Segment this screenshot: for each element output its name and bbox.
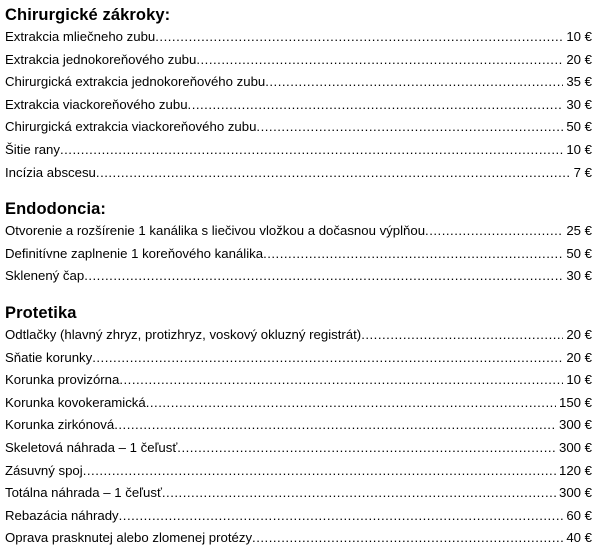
- procedure-price: 120 €: [558, 462, 592, 478]
- price-row: [5, 26, 592, 49]
- procedure-label: Odtlačky (hlavný zhryz, protizhryz, voskový okluzný registrát): [5, 326, 362, 342]
- procedure-price: 300 €: [558, 417, 592, 433]
- dot-leader: [177, 437, 556, 460]
- procedure-label: Šitie rany: [5, 141, 60, 157]
- dot-leader: [119, 505, 564, 528]
- dot-leader: [96, 162, 571, 185]
- procedure-price: 20 €: [566, 349, 592, 365]
- procedure-label: Chirurgická extrakcia viackoreňového zubu: [5, 119, 257, 135]
- dot-leader: [256, 116, 563, 139]
- procedure-price: 20 €: [566, 326, 592, 342]
- dot-leader: [92, 347, 563, 370]
- procedure-label: Totálna náhrada – 1 čeľusť: [5, 485, 162, 501]
- section-surgery: [5, 4, 592, 184]
- section-title: Protetika: [5, 303, 77, 322]
- procedure-price: 20 €: [566, 51, 592, 67]
- procedure-price: 300 €: [558, 485, 592, 501]
- procedure-price: 50 €: [566, 119, 592, 135]
- section-endodontics: [5, 198, 592, 288]
- procedure-label: Sklenený čap: [5, 268, 85, 284]
- procedure-price: 30 €: [566, 96, 592, 112]
- procedure-price: 10 €: [566, 29, 592, 44]
- procedure-price: 25 €: [566, 223, 592, 239]
- dot-leader: [361, 324, 563, 347]
- procedure-price: 7 €: [573, 164, 592, 180]
- price-row: [5, 505, 592, 528]
- price-row: [5, 324, 592, 347]
- dot-leader: [188, 94, 564, 117]
- procedure-price: 50 €: [566, 245, 592, 261]
- price-row: [5, 437, 592, 460]
- procedure-price: 10 €: [566, 372, 592, 388]
- dot-leader: [84, 265, 563, 288]
- procedure-price: 40 €: [566, 530, 592, 546]
- procedure-label: Zásuvný spoj: [5, 462, 83, 478]
- procedure-price: 30 €: [566, 268, 592, 284]
- procedure-price: 300 €: [558, 439, 592, 455]
- dot-leader: [162, 482, 556, 505]
- dot-leader: [146, 392, 556, 415]
- dot-leader: [265, 71, 563, 94]
- dot-leader: [60, 139, 563, 162]
- price-row: [5, 162, 592, 185]
- price-row: [5, 71, 592, 94]
- dot-leader: [252, 527, 563, 550]
- procedure-label: Extrakcia jednokoreňového zubu: [5, 51, 197, 67]
- dot-leader: [196, 49, 563, 72]
- price-row: [5, 265, 592, 288]
- procedure-price: 10 €: [566, 141, 592, 157]
- price-row: [5, 369, 592, 392]
- procedure-label: Oprava prasknutej alebo zlomenej protézy: [5, 530, 253, 546]
- procedure-label: Rebazácia náhrady: [5, 507, 119, 523]
- dot-leader: [119, 369, 563, 392]
- price-row: [5, 347, 592, 370]
- section-title: Endodoncia:: [5, 200, 107, 219]
- price-row: [5, 460, 592, 483]
- price-row: [5, 482, 592, 505]
- procedure-label: Definitívne zaplnenie 1 koreňového kanálika: [5, 245, 264, 261]
- price-row: [5, 243, 592, 266]
- procedure-label: Extrakcia mliečneho zubu: [5, 29, 156, 44]
- procedure-price: 60 €: [566, 507, 592, 523]
- dot-leader: [155, 26, 563, 49]
- procedure-label: Korunka provizórna: [5, 372, 120, 388]
- price-row: [5, 527, 592, 550]
- dot-leader: [114, 414, 556, 437]
- price-row: [5, 116, 592, 139]
- dot-leader: [263, 243, 563, 266]
- procedure-label: Sňatie korunky: [5, 349, 93, 365]
- dot-leader: [425, 220, 563, 243]
- procedure-price: 150 €: [558, 394, 592, 410]
- dot-leader: [83, 460, 556, 483]
- procedure-label: Korunka kovokeramická: [5, 394, 146, 410]
- price-row: [5, 49, 592, 72]
- price-row: [5, 139, 592, 162]
- section-prosthetics: [5, 302, 592, 550]
- procedure-label: Skeletová náhrada – 1 čeľusť: [5, 439, 178, 455]
- procedure-label: Korunka zirkónová: [5, 417, 115, 433]
- price-row: [5, 392, 592, 415]
- procedure-label: Otvorenie a rozšírenie 1 kanálika s liečivou vložkou a dočasnou výplňou: [5, 223, 426, 239]
- procedure-label: Extrakcia viackoreňového zubu: [5, 96, 188, 112]
- price-row: [5, 414, 592, 437]
- procedure-price: 35 €: [566, 74, 592, 90]
- procedure-label: Incízia abscesu: [5, 164, 96, 180]
- price-row: [5, 220, 592, 243]
- price-row: [5, 94, 592, 117]
- procedure-label: Chirurgická extrakcia jednokoreňového zubu: [5, 74, 266, 90]
- section-title: Chirurgické zákroky:: [5, 6, 171, 24]
